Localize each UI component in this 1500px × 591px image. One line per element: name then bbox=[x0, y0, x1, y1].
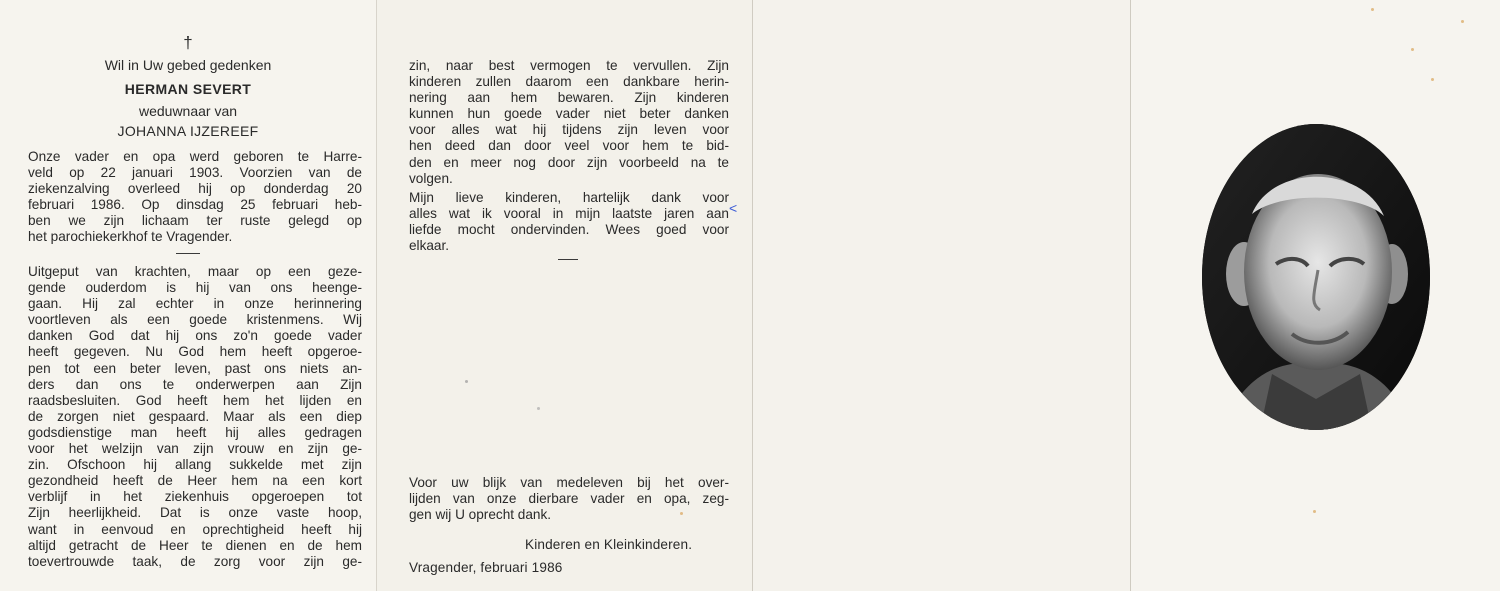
text-line: ben we zijn lichaam ter ruste gelegd op bbox=[28, 213, 362, 229]
divider bbox=[558, 259, 578, 260]
paper-speck bbox=[680, 512, 683, 515]
signature: Kinderen en Kleinkinderen. bbox=[525, 537, 693, 552]
text-line: gaan. Hij zal echter in onze herinnering bbox=[28, 296, 362, 312]
text-line: voortleven als een goede kristenmens. Wij bbox=[28, 312, 362, 328]
card-panel-middle bbox=[376, 0, 752, 591]
text-line: danken God dat hij ons zo'n goede vader bbox=[28, 328, 362, 344]
thanks-paragraph bbox=[409, 475, 729, 523]
text-line: zin, naar best vermogen te vervullen. Zijn bbox=[409, 58, 729, 73]
text-line: nering aan hem bewaren. Zijn kinderen bbox=[409, 90, 729, 106]
text-line: ders dan ons te onderwerpen aan Zijn bbox=[28, 376, 362, 392]
paper-speck bbox=[1371, 8, 1374, 11]
text-line: veld op 22 januari 1903. Voorzien van de bbox=[28, 165, 362, 181]
portrait-icon bbox=[1202, 124, 1430, 430]
farewell-paragraph bbox=[409, 190, 729, 254]
cross-icon: † bbox=[183, 33, 193, 52]
text-line: verblijf in het ziekenhuis opgeroepen tot bbox=[28, 489, 362, 505]
text-line: zin. Ofschoon hij allang sukkelde met zijn bbox=[28, 457, 362, 473]
text-line: Voor uw blijk van medeleven bij het over- bbox=[409, 475, 729, 490]
text-line: elkaar. bbox=[409, 238, 450, 254]
text-line: ziekenzalving overleed hij op donderdag 20 bbox=[28, 181, 362, 197]
place-date: Vragender, februari 1986 bbox=[409, 560, 563, 575]
text-line: Zijn heerlijkheid. Dat is onze vaste hoop, bbox=[28, 505, 362, 521]
text-line: de zorgen niet gespaard. Maar als een diep bbox=[28, 408, 362, 424]
text-line: altijd getracht de Heer te dienen en de hem bbox=[28, 537, 362, 553]
paper-speck bbox=[1411, 48, 1414, 51]
text-line: voor alles wat hij tijdens zijn leven voor bbox=[409, 122, 729, 138]
text-line: gen wij U oprecht dank. bbox=[409, 507, 552, 523]
divider bbox=[176, 253, 200, 254]
eulogy-paragraph bbox=[28, 264, 362, 570]
relation-text: weduwnaar van bbox=[138, 103, 238, 119]
text-line: volgen. bbox=[409, 170, 453, 186]
text-line: Uitgeput van krachten, maar op een geze- bbox=[28, 264, 362, 279]
paper-speck bbox=[1431, 78, 1434, 81]
text-line: lijden van onze dierbare vader en opa, zeg- bbox=[409, 491, 729, 507]
text-line: kinderen zullen daarom een dankbare herin- bbox=[409, 74, 729, 90]
text-line: voor het welzijn van zijn vrouw en zijn ge- bbox=[28, 441, 362, 457]
text-line: februari 1986. Op dinsdag 25 februari heb- bbox=[28, 197, 362, 213]
text-line: toevertrouwde taak, de zorg voor zijn ge- bbox=[28, 553, 362, 569]
text-line: gezondheid heeft de Heer hem na een kort bbox=[28, 473, 362, 489]
text-line: liefde mocht ondervinden. Wees goed voor bbox=[409, 222, 729, 238]
paper-speck bbox=[465, 380, 468, 383]
text-line: godsdienstige man heeft hij alles gedragen bbox=[28, 424, 362, 440]
continuation-paragraph bbox=[409, 58, 729, 187]
text-line: den en meer nog door zijn voorbeeld na te bbox=[409, 154, 729, 170]
text-line: kunnen hun goede vader niet beter danken bbox=[409, 106, 729, 122]
text-line: het parochiekerkhof te Vragender. bbox=[28, 229, 233, 245]
text-line: raadsbesluiten. God heeft hem het lijden en bbox=[28, 392, 362, 408]
card-panel-left bbox=[0, 0, 376, 591]
text-line: hen deed dan door veel voor hem te bid- bbox=[409, 138, 729, 154]
paper-speck bbox=[1313, 510, 1316, 513]
spouse-name: JOHANNA IJZEREEF bbox=[117, 123, 259, 139]
paper-speck bbox=[537, 407, 540, 410]
text-line: heeft gegeven. Nu God hem heeft opgeroe- bbox=[28, 344, 362, 360]
biography-paragraph bbox=[28, 149, 362, 246]
portrait-photo bbox=[1202, 124, 1430, 430]
paper-speck bbox=[1461, 20, 1464, 23]
card-panel-blank bbox=[752, 0, 1130, 591]
pen-mark: < bbox=[729, 200, 738, 216]
text-line: want in eenvoud en oprechtigheid heeft hij bbox=[28, 521, 362, 537]
text-line: pen tot een beter leven, past ons niets an- bbox=[28, 360, 362, 376]
intro-text: Wil in Uw gebed gedenken bbox=[104, 57, 272, 73]
text-line: gende ouderdom is hij van ons heenge- bbox=[28, 280, 362, 296]
text-line: Onze vader en opa werd geboren te Harre- bbox=[28, 149, 362, 164]
deceased-name: HERMAN SEVERT bbox=[124, 81, 252, 97]
text-line: Mijn lieve kinderen, hartelijk dank voor bbox=[409, 190, 729, 205]
text-line: alles wat ik vooral in mijn laatste jaren aan bbox=[409, 206, 729, 222]
